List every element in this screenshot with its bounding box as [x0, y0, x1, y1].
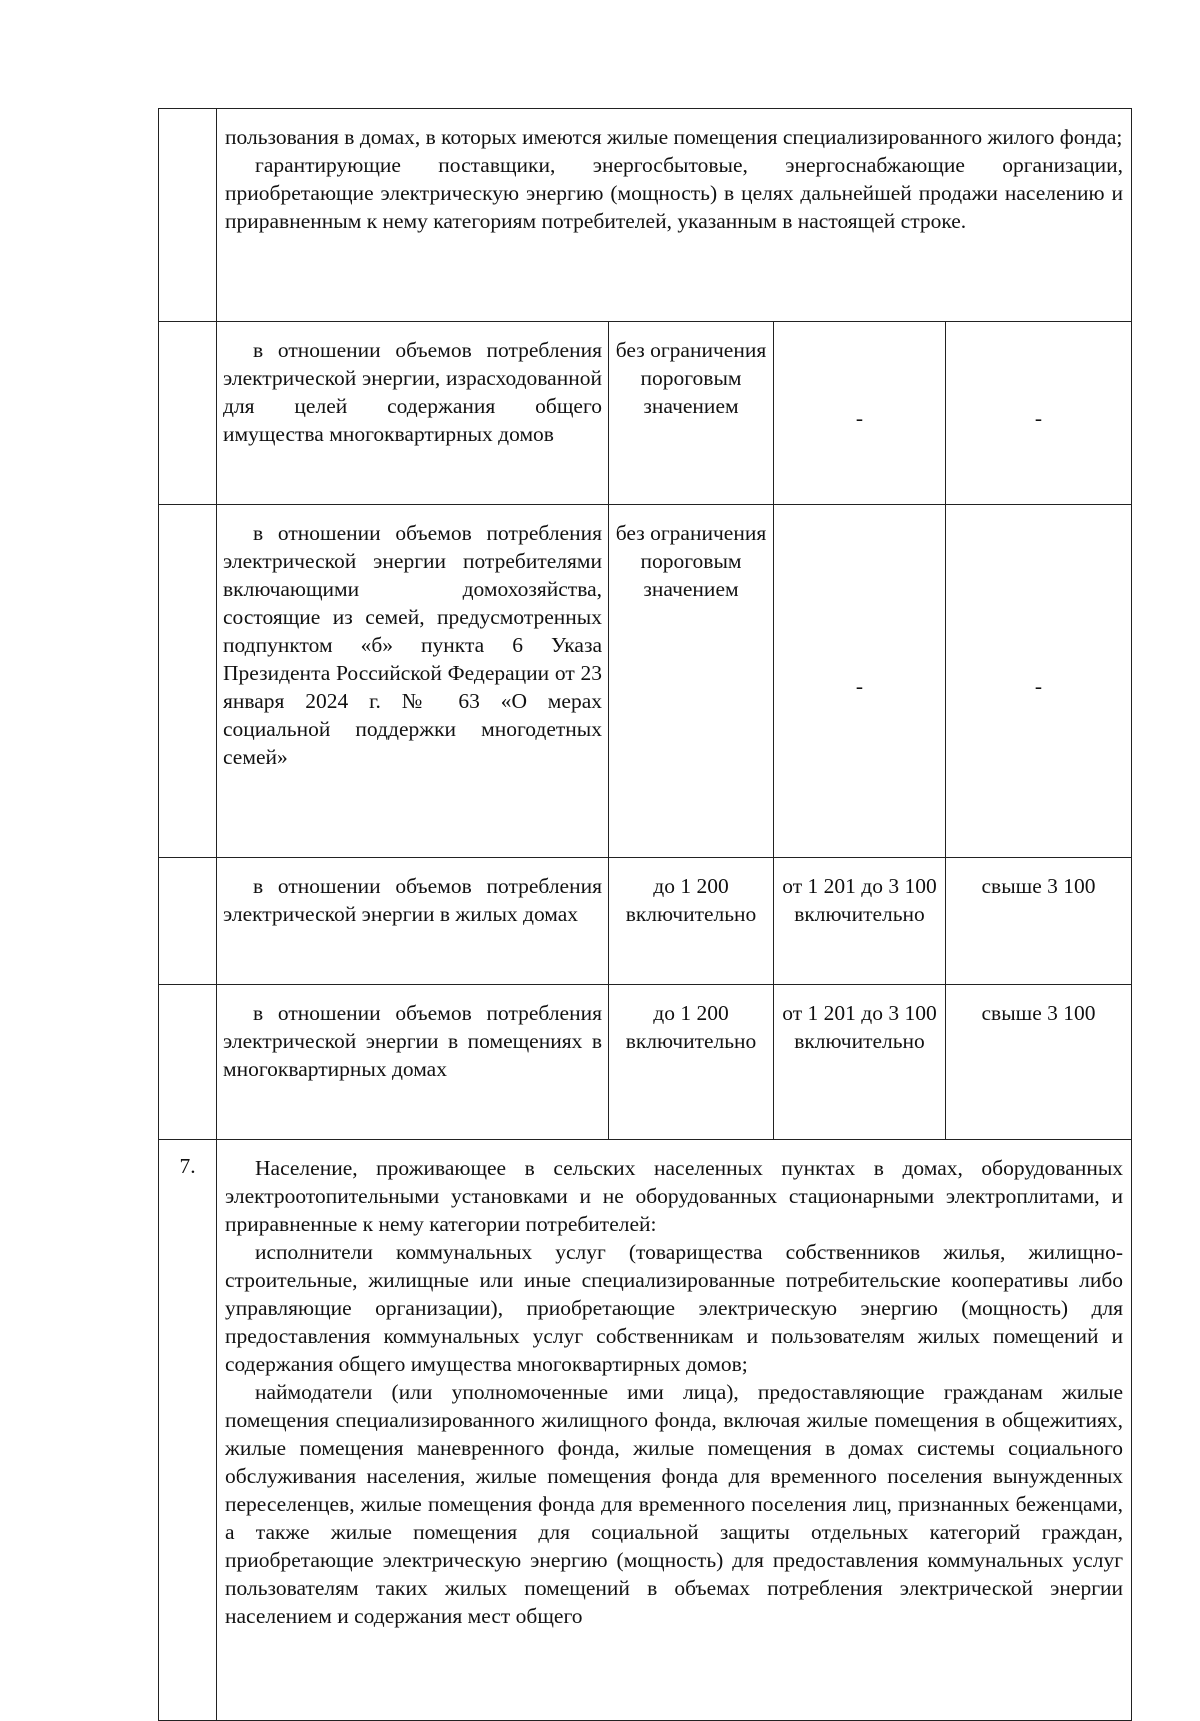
- range-3-value: -: [946, 322, 1132, 505]
- paragraph: гарантирующие поставщики, энергосбытовые, энергоснабжающие организации, приобретающие электрическую энергию (мощность) в целях дальнейшей продажи населению и приравненным к нему категориям потребителей, указанным в настоящей строке.: [225, 153, 1124, 233]
- row-number: [159, 322, 217, 505]
- table-row: [159, 322, 1132, 505]
- row-text-cell: [217, 109, 1132, 322]
- table-row: [159, 109, 1132, 322]
- paragraph: пользования в домах, в которых имеются жилые помещения специализированного жилого фонда;: [225, 125, 1123, 149]
- row-number: [159, 985, 217, 1140]
- paragraph: Население, проживающее в сельских населенных пунктах в домах, оборудованных электроотопительными установками и не оборудованных стационарными электроплитами, и приравненные к нему категории потребителей:: [225, 1156, 1124, 1236]
- range-3-value: свыше 3 100: [946, 858, 1132, 985]
- table-row: [159, 505, 1132, 858]
- consumption-description: в отношении объемов потребления электрической энергии в жилых домах: [217, 858, 609, 985]
- range-1-value: до 1 200 включительно: [609, 985, 774, 1140]
- row-text-cell: [217, 1140, 1132, 1721]
- range-2-value: -: [774, 505, 946, 858]
- range-3-value: -: [946, 505, 1132, 858]
- row-number: [159, 109, 217, 322]
- table-row: [159, 985, 1132, 1140]
- range-1-value: без ограничения пороговым значением: [609, 322, 774, 505]
- table-row: [159, 1140, 1132, 1721]
- range-2-value: -: [774, 322, 946, 505]
- row-number: [159, 858, 217, 985]
- paragraph: наймодатели (или уполномоченные ими лица), предоставляющие гражданам жилые помещения специализированного жилищного фонда, включая жилые помещения в общежитиях, жилые помещения маневренного фонда, жилые помещения в домах системы социального обслуживания населения, жилые помещения фонда для временного поселения вынужденных переселенцев, жилые помещения фонда для временного поселения лиц, признанных беженцами, а также жилые помещения для социальной защиты отдельных категорий граждан, приобретающие электрическую энергию (мощность) для предоставления коммунальных услуг пользователям таких жилых помещений в объемах потребления электрической энергии населением и содержания мест общего: [225, 1380, 1124, 1628]
- row-number: [159, 505, 217, 858]
- range-2-value: от 1 201 до 3 100 включительно: [774, 985, 946, 1140]
- range-1-value: до 1 200 включительно: [609, 858, 774, 985]
- consumption-description: в отношении объемов потребления электрической энергии, израсходованной для целей содержания общего имущества многоквартирных домов: [217, 322, 609, 505]
- range-1-value: без ограничения пороговым значением: [609, 505, 774, 858]
- paragraph: исполнители коммунальных услуг (товарищества собственников жилья, жилищно-строительные, жилищные или иные специализированные потребительские кооперативы либо управляющие организации), приобретающие электрическую энергию (мощность) для предоставления коммунальных услуг собственникам и пользователям жилых помещений и содержания общего имущества многоквартирных домов;: [225, 1240, 1124, 1376]
- range-2-value: от 1 201 до 3 100 включительно: [774, 858, 946, 985]
- consumption-description: в отношении объемов потребления электрической энергии потребителями включающими домохозяйства, состоящие из семей, предусмотренных подпунктом «б» пункта 6 Указа Президента Российской Федерации от 23 января 2024 г. № 63 «О мерах социальной поддержки многодетных семей»: [217, 505, 609, 858]
- consumption-description: в отношении объемов потребления электрической энергии в помещениях в многоквартирных домах: [217, 985, 609, 1140]
- row-number: 7.: [159, 1140, 217, 1721]
- tariff-table: [158, 108, 1132, 1721]
- range-3-value: свыше 3 100: [946, 985, 1132, 1140]
- table-row: [159, 858, 1132, 985]
